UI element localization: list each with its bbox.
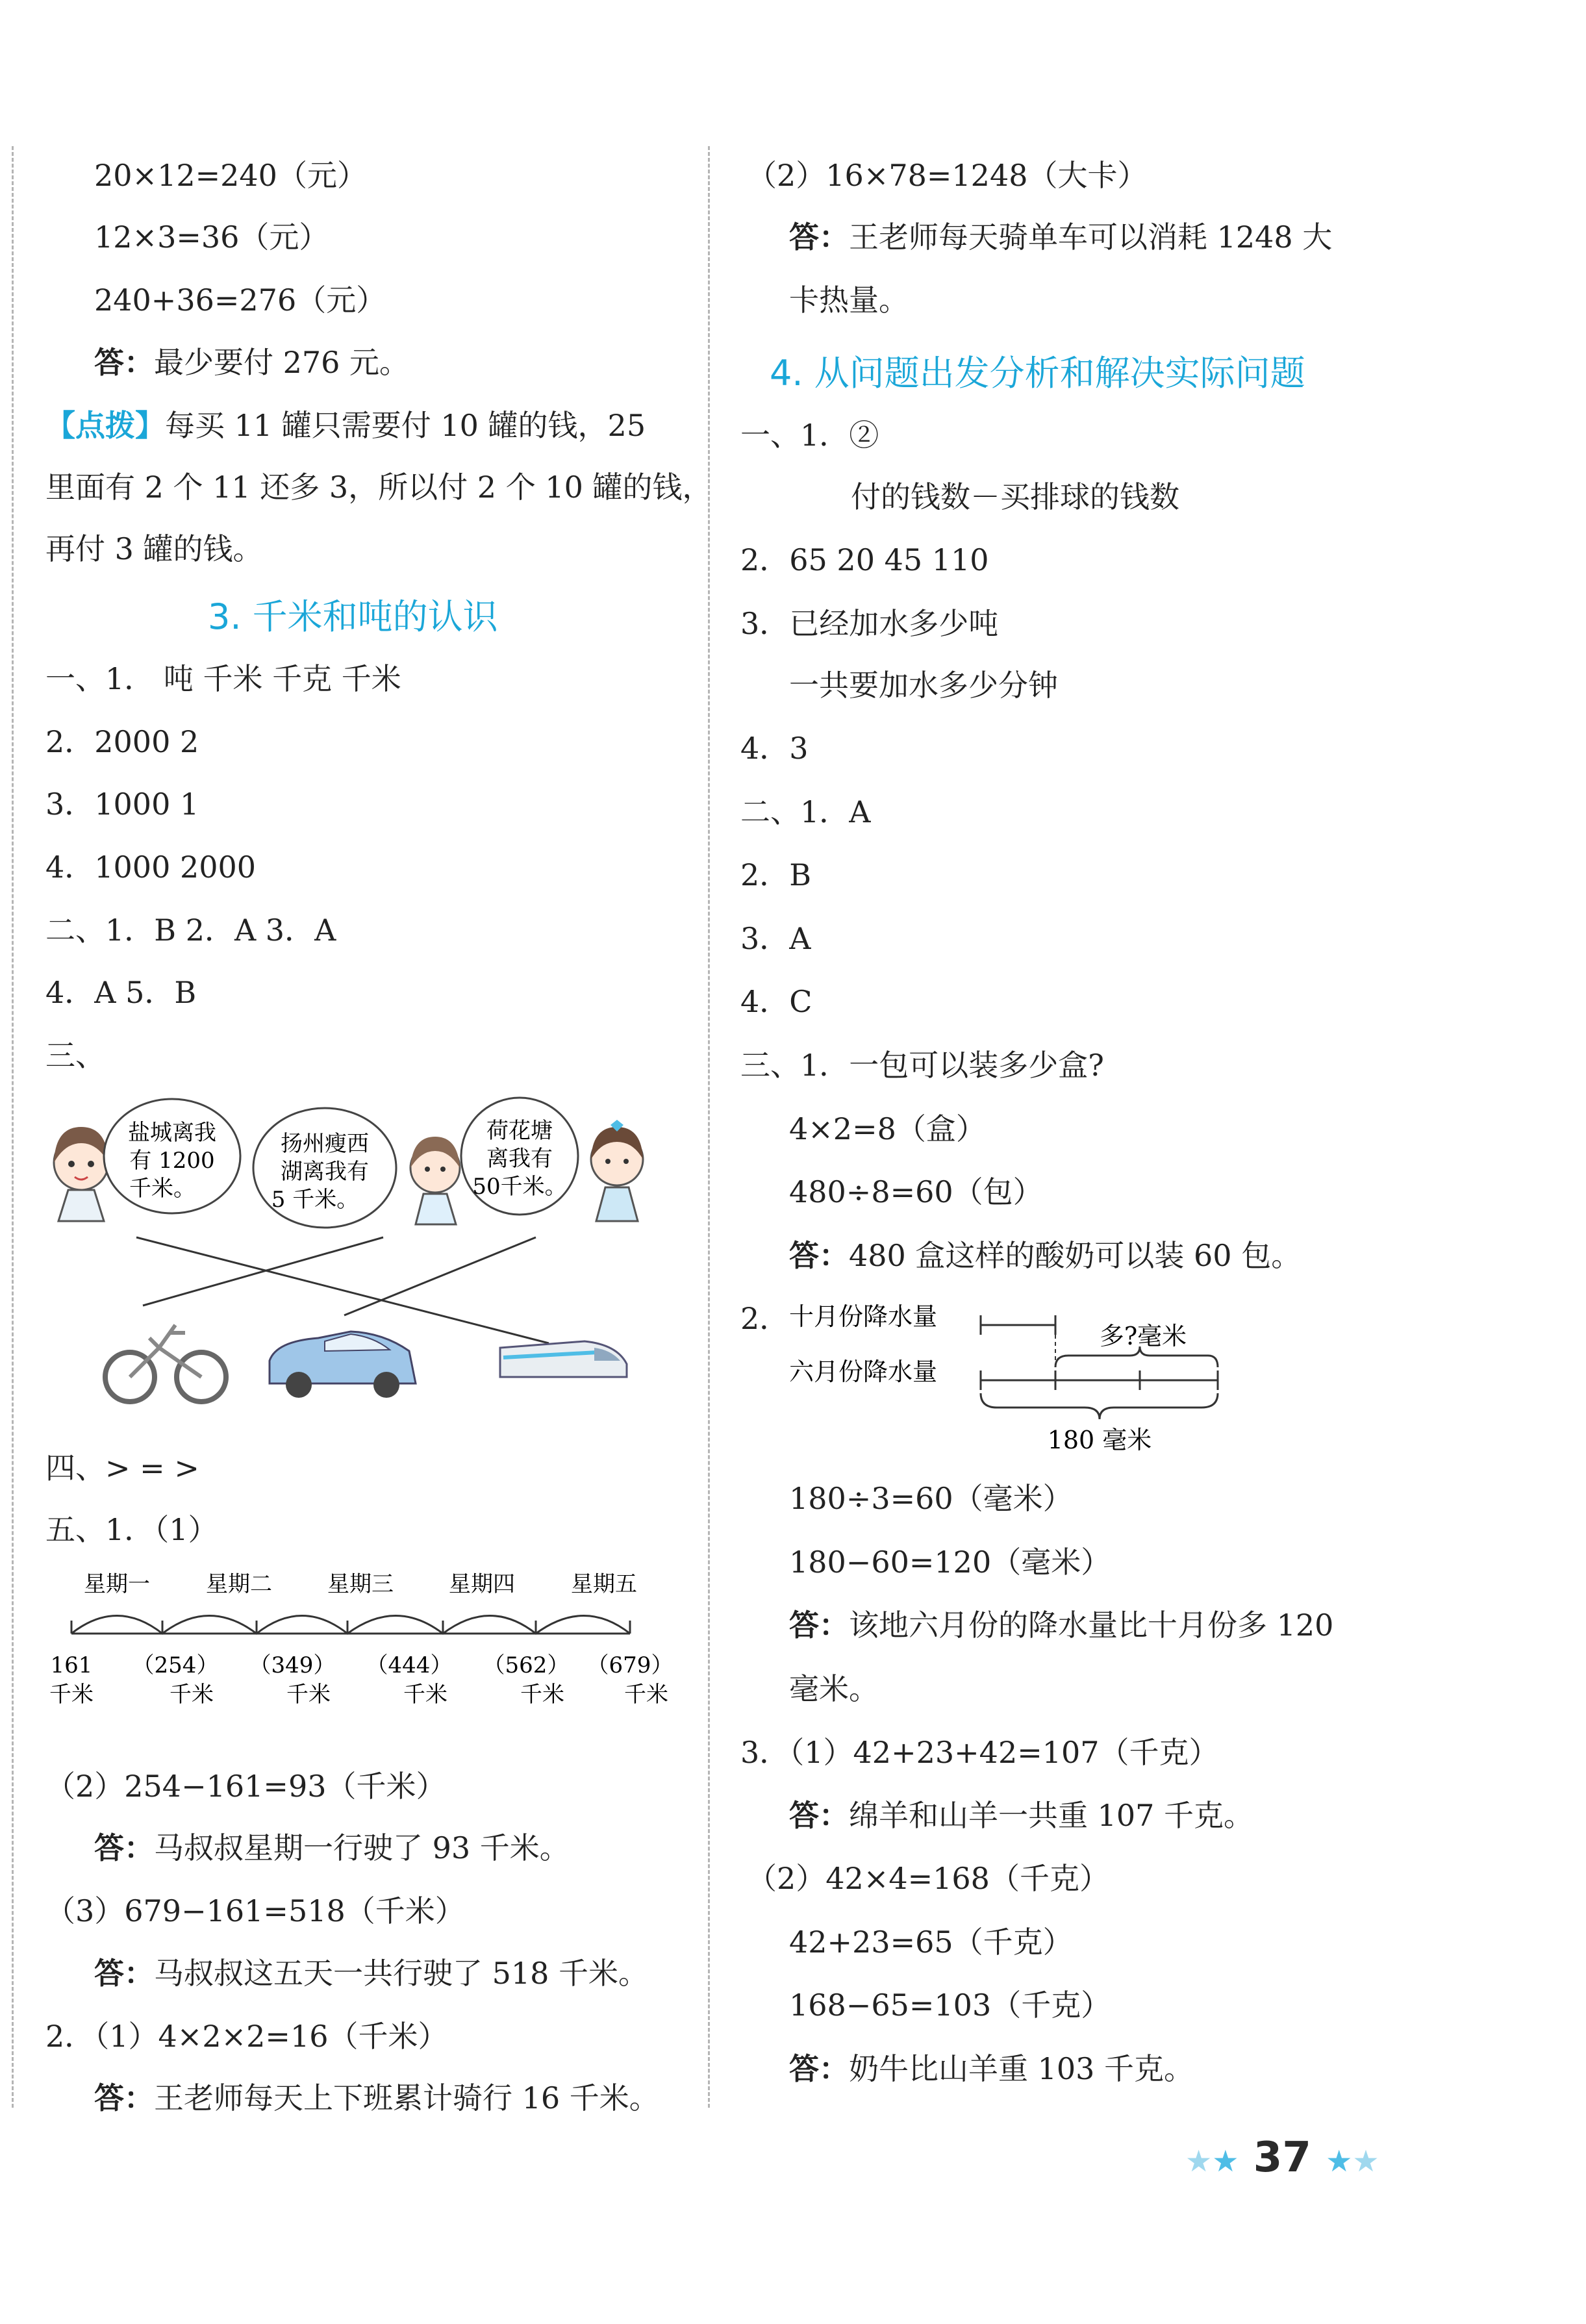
hint-text: 每买 11 罐只需要付 10 罐的钱，25 bbox=[165, 408, 646, 443]
distance-value: 161 bbox=[50, 1652, 93, 1678]
answer-label: 答： bbox=[789, 2051, 849, 2086]
hint-label: 【点拨】 bbox=[45, 408, 165, 443]
question-line: 2．65 20 45 110 bbox=[740, 542, 989, 577]
question-line: 4．A 5．B bbox=[45, 975, 197, 1010]
weekday-label: 星期一 bbox=[84, 1571, 150, 1597]
jun-label: 六月份降水量 bbox=[789, 1358, 938, 1386]
distance-value: （349） bbox=[249, 1652, 336, 1678]
bubble-1-text: 千米。 bbox=[129, 1176, 195, 1202]
calc-line: 180−60=120（毫米） bbox=[789, 1545, 1111, 1580]
unit-label: 千米 bbox=[286, 1682, 331, 1708]
question-line: 3．1000 1 bbox=[45, 787, 199, 822]
answer-label: 答： bbox=[789, 220, 849, 255]
speech-bubble-3 bbox=[461, 1098, 578, 1215]
hint-line: 里面有 2 个 11 还多 3，所以付 2 个 10 罐的钱， bbox=[45, 470, 712, 505]
more-label: 多?毫米 bbox=[1099, 1322, 1187, 1350]
answer-text: 王老师每天骑单车可以消耗 1248 大 bbox=[849, 220, 1333, 255]
question-line: 二、1．A bbox=[740, 794, 871, 829]
question-line: 三、1．一包可以装多少盒? bbox=[740, 1048, 1104, 1083]
answer-label: 答： bbox=[94, 345, 154, 380]
weekday-label: 星期二 bbox=[206, 1571, 272, 1597]
question-line: 五、1．（1） bbox=[45, 1512, 218, 1547]
calc-line: （3）679−161=518（千米） bbox=[45, 1893, 465, 1928]
answer-text: 最少要付 276 元。 bbox=[154, 345, 410, 380]
answer-text: 绵羊和山羊一共重 107 千克。 bbox=[849, 1798, 1254, 1833]
question-line: 2．2000 2 bbox=[45, 724, 199, 759]
girl-3-icon bbox=[591, 1120, 643, 1221]
matching-illustration bbox=[45, 1091, 669, 1429]
question-line: 2．B bbox=[740, 857, 812, 892]
answer-line: 毫米。 bbox=[789, 1671, 879, 1706]
unit-label: 千米 bbox=[520, 1682, 564, 1708]
answer-line bbox=[789, 1796, 1253, 1835]
column-divider bbox=[708, 146, 710, 2108]
girl-1-icon bbox=[54, 1127, 108, 1221]
speech-bubble-1 bbox=[104, 1099, 240, 1213]
answer-line bbox=[789, 2049, 1194, 2088]
question-line: 一共要加水多少分钟 bbox=[789, 668, 1058, 703]
answer-text: 马叔叔这五天一共行驶了 518 千米。 bbox=[154, 1956, 649, 1991]
question-line: 2． bbox=[740, 1301, 790, 1336]
section-title: 3. 千米和吨的认识 bbox=[208, 596, 498, 637]
answer-label: 答： bbox=[94, 1956, 154, 1991]
question-line: 付的钱数－买排球的钱数 bbox=[851, 479, 1179, 514]
answer-line bbox=[789, 1236, 1301, 1275]
calc-line: 4×2=8（盒） bbox=[789, 1111, 986, 1146]
calc-line: （2）42×4=168（千克） bbox=[747, 1861, 1109, 1896]
calc-line: 42+23=65（千克） bbox=[789, 1925, 1073, 1960]
answer-text: 奶牛比山羊重 103 千克。 bbox=[849, 2051, 1194, 2086]
question-line: 4．3 bbox=[740, 731, 809, 766]
question-line: 一、1．② bbox=[740, 418, 879, 453]
speech-bubble-2 bbox=[253, 1108, 396, 1228]
weekday-label: 星期四 bbox=[449, 1571, 515, 1597]
bubble-2-text: 扬州瘦西 bbox=[281, 1131, 369, 1157]
train-icon bbox=[500, 1341, 627, 1377]
weekday-label: 星期五 bbox=[571, 1571, 637, 1597]
distance-value: （562） bbox=[483, 1652, 570, 1678]
page-number-block bbox=[1185, 2134, 1379, 2182]
answer-text: 马叔叔星期一行驶了 93 千米。 bbox=[154, 1830, 570, 1865]
question-line: 3．已经加水多少吨 bbox=[740, 606, 999, 641]
calc-line: 168−65=103（千克） bbox=[789, 1988, 1111, 2023]
left-dashed-border bbox=[12, 146, 14, 2108]
girl-2-icon bbox=[410, 1137, 460, 1224]
answer-line bbox=[789, 1606, 1333, 1645]
bubble-1-text: 盐城离我 bbox=[128, 1120, 216, 1146]
weekday-label: 星期三 bbox=[327, 1571, 394, 1597]
bubble-3-text: 离我有 bbox=[486, 1146, 553, 1172]
matching-line bbox=[344, 1237, 536, 1315]
answer-label: 答： bbox=[789, 1608, 849, 1643]
answer-text: 该地六月份的降水量比十月份多 120 bbox=[849, 1608, 1334, 1643]
unit-label: 千米 bbox=[49, 1682, 94, 1708]
star-icon: ★ bbox=[1185, 2143, 1213, 2179]
unit-label: 千米 bbox=[624, 1682, 668, 1708]
oct-label: 十月份降水量 bbox=[789, 1302, 938, 1331]
star-icon: ★ bbox=[1326, 2143, 1353, 2179]
answer-line bbox=[94, 343, 409, 382]
calc-line: 240+36=276（元） bbox=[94, 283, 386, 318]
answer-line: 卡热量。 bbox=[789, 283, 909, 318]
answer-label: 答： bbox=[94, 1830, 154, 1865]
bubble-2-text: 湖离我有 bbox=[281, 1159, 369, 1185]
unit-label: 千米 bbox=[403, 1682, 447, 1708]
question-line: 一、1． 吨 千米 千克 千米 bbox=[45, 661, 401, 696]
calc-line: 20×12=240（元） bbox=[94, 158, 367, 193]
calc-line: 12×3=36（元） bbox=[94, 220, 329, 255]
bubble-2-text: 5 千米。 bbox=[271, 1187, 359, 1213]
rainfall-segment-diagram bbox=[789, 1296, 1244, 1461]
answer-line bbox=[94, 2078, 659, 2117]
calc-line: 180÷3=60（毫米） bbox=[789, 1481, 1073, 1516]
bicycle-icon bbox=[105, 1325, 226, 1402]
calc-line: 3．（1）42+23+42=107（千克） bbox=[740, 1735, 1219, 1770]
answer-label: 答： bbox=[789, 1798, 849, 1833]
answer-line bbox=[94, 1828, 570, 1867]
calc-line: 480÷8=60（包） bbox=[789, 1174, 1043, 1209]
answer-text: 480 盒这样的酸奶可以装 60 包。 bbox=[849, 1238, 1302, 1273]
question-line: 三、 bbox=[45, 1038, 105, 1073]
question-line: 四、> = > bbox=[45, 1450, 199, 1485]
distance-value: （444） bbox=[366, 1652, 453, 1678]
total-label: 180 毫米 bbox=[1047, 1426, 1152, 1454]
page-number: 37 bbox=[1253, 2134, 1311, 2182]
star-icon: ★ bbox=[1352, 2143, 1379, 2179]
section-title: 4. 从问题出发分析和解决实际问题 bbox=[770, 353, 1305, 394]
hint-line: 再付 3 罐的钱。 bbox=[45, 531, 263, 566]
question-line: 3．A bbox=[740, 921, 811, 956]
bubble-3-text: 荷花塘 bbox=[486, 1118, 553, 1144]
calc-line: 2．（1）4×2×2=16（千米） bbox=[45, 2019, 448, 2054]
bubble-1-text: 有 1200 bbox=[129, 1148, 215, 1174]
unit-label: 千米 bbox=[170, 1682, 214, 1708]
bubble-3-text: 50千米。 bbox=[472, 1174, 567, 1200]
calc-line: （2）16×78=1248（大卡） bbox=[747, 158, 1148, 193]
distance-value: （254） bbox=[132, 1652, 219, 1678]
question-line: 4．1000 2000 bbox=[45, 850, 257, 885]
answer-line bbox=[789, 218, 1332, 257]
distance-value: （679） bbox=[586, 1652, 673, 1678]
answer-text: 王老师每天上下班累计骑行 16 千米。 bbox=[154, 2080, 659, 2116]
answer-line bbox=[94, 1954, 648, 1993]
hint-line bbox=[45, 406, 646, 445]
answer-label: 答： bbox=[789, 1238, 849, 1273]
calc-line: （2）254−161=93（千米） bbox=[45, 1769, 446, 1804]
answer-label: 答： bbox=[94, 2080, 154, 2116]
star-icon: ★ bbox=[1212, 2143, 1239, 2179]
question-line: 二、1．B 2．A 3．A bbox=[45, 913, 336, 948]
weekly-distance-diagram bbox=[45, 1562, 688, 1711]
question-line: 4．C bbox=[740, 984, 812, 1019]
car-icon bbox=[270, 1332, 416, 1398]
